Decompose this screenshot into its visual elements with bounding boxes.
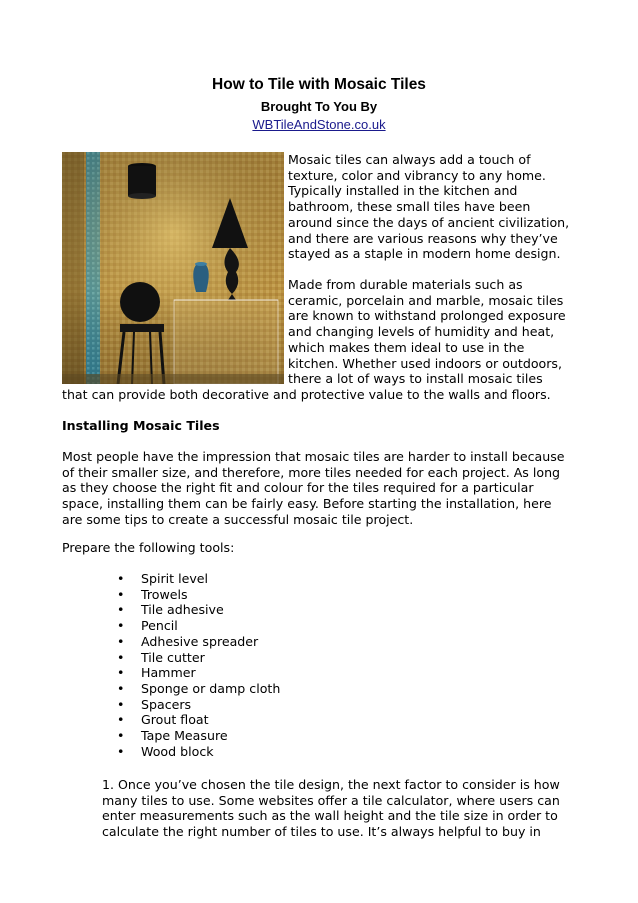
tool-label: Trowels — [141, 586, 188, 602]
section-body — [62, 449, 582, 528]
body-line: space, installing them can be fairly easy. Before starting the installation, here — [62, 496, 552, 512]
bullet-icon: • — [117, 712, 125, 728]
intro-line: ceramic, porcelain and marble, mosaic tiles — [288, 292, 564, 308]
page-subtitle: Brought To You By — [260, 99, 378, 114]
list-item — [62, 697, 462, 713]
tool-label: Wood block — [141, 743, 214, 759]
intro-line: bathroom, these small tiles have been — [288, 199, 531, 215]
intro-paragraph-2 — [288, 277, 588, 387]
intro-line: around since the days of ancient civilization, — [288, 214, 570, 230]
intro-line: kitchen. Whether used indoors or outdoors, — [288, 355, 562, 371]
intro-line: there a lot of ways to install mosaic tiles — [288, 371, 543, 387]
tool-label: Tape Measure — [141, 728, 228, 744]
tool-label: Sponge or damp cloth — [141, 680, 281, 696]
bullet-icon: • — [117, 743, 125, 759]
bullet-icon: • — [117, 602, 125, 618]
step-line: 1. Once you’ve chosen the tile design, the next factor to consider is how — [102, 777, 560, 792]
tool-label: Tile adhesive — [141, 602, 224, 618]
intro-line: stayed as a staple in modern home design. — [288, 246, 561, 262]
tools-list — [62, 571, 462, 759]
intro-paragraph-2-tail — [62, 387, 582, 403]
intro-line: that can provide both decorative and protective value to the walls and floors. — [62, 387, 551, 402]
list-item — [62, 728, 462, 744]
intro-paragraph-1 — [288, 152, 588, 262]
bullet-icon: • — [117, 618, 125, 634]
intro-line: and changing levels of humidity and heat, — [288, 324, 555, 340]
intro-line: are known to withstand prolonged exposure — [288, 308, 566, 324]
list-item — [62, 602, 462, 618]
mosaic-room-illustration — [62, 152, 284, 384]
source-link[interactable]: WBTileAndStone.co.uk — [252, 117, 386, 132]
intro-line: Mosaic tiles can always add a touch of — [288, 152, 531, 167]
bullet-icon: • — [117, 633, 125, 649]
list-item — [62, 650, 462, 666]
bullet-icon: • — [117, 649, 125, 665]
list-item — [62, 634, 462, 650]
tool-label: Spacers — [141, 696, 192, 712]
list-item — [62, 587, 462, 603]
tool-label: Hammer — [141, 665, 196, 681]
intro-line: which makes them ideal to use in the — [288, 339, 525, 355]
page-title: How to Tile with Mosaic Tiles — [212, 76, 426, 93]
mosaic-room-image — [62, 152, 284, 384]
list-item — [62, 712, 462, 728]
list-item — [62, 618, 462, 634]
bullet-icon: • — [117, 665, 125, 681]
bullet-icon: • — [117, 680, 125, 696]
intro-line: Made from durable materials such as — [288, 277, 523, 292]
body-line: Most people have the impression that mosaic tiles are harder to install because — [62, 449, 565, 464]
bullet-icon: • — [117, 586, 125, 602]
step-line: many tiles to use. Some websites offer a tile calculator, where users can — [102, 792, 560, 808]
list-item — [62, 571, 462, 587]
step-line: calculate the right number of tiles to use. It’s always helpful to buy in — [102, 824, 541, 840]
tool-label: Pencil — [141, 618, 178, 634]
tool-label: Spirit level — [141, 571, 209, 586]
intro-line: texture, color and vibrancy to any home. — [288, 167, 546, 183]
tool-label: Tile cutter — [141, 649, 205, 665]
list-item — [62, 744, 462, 760]
body-line: of their smaller size, and therefore, more tiles needed for each project. As long — [62, 464, 561, 480]
bullet-icon: • — [117, 728, 125, 744]
list-item — [62, 681, 462, 697]
bullet-icon: • — [117, 696, 125, 712]
step-line: enter measurements such as the wall height and the tile size in order to — [102, 808, 558, 824]
body-line: are some tips to create a successful mosaic tile project. — [62, 511, 414, 527]
tool-label: Grout float — [141, 712, 209, 728]
step-1-paragraph — [102, 777, 580, 840]
intro-line: and there are various reasons why they’ve — [288, 230, 558, 246]
body-line: as they choose the right fit and colour for the tiles required for a particular — [62, 480, 534, 496]
section-heading: Installing Mosaic Tiles — [62, 418, 220, 433]
tools-intro: Prepare the following tools: — [62, 540, 235, 555]
intro-line: Typically installed in the kitchen and — [288, 183, 518, 199]
list-item — [62, 665, 462, 681]
tool-label: Adhesive spreader — [141, 633, 259, 649]
bullet-icon: • — [117, 571, 125, 586]
